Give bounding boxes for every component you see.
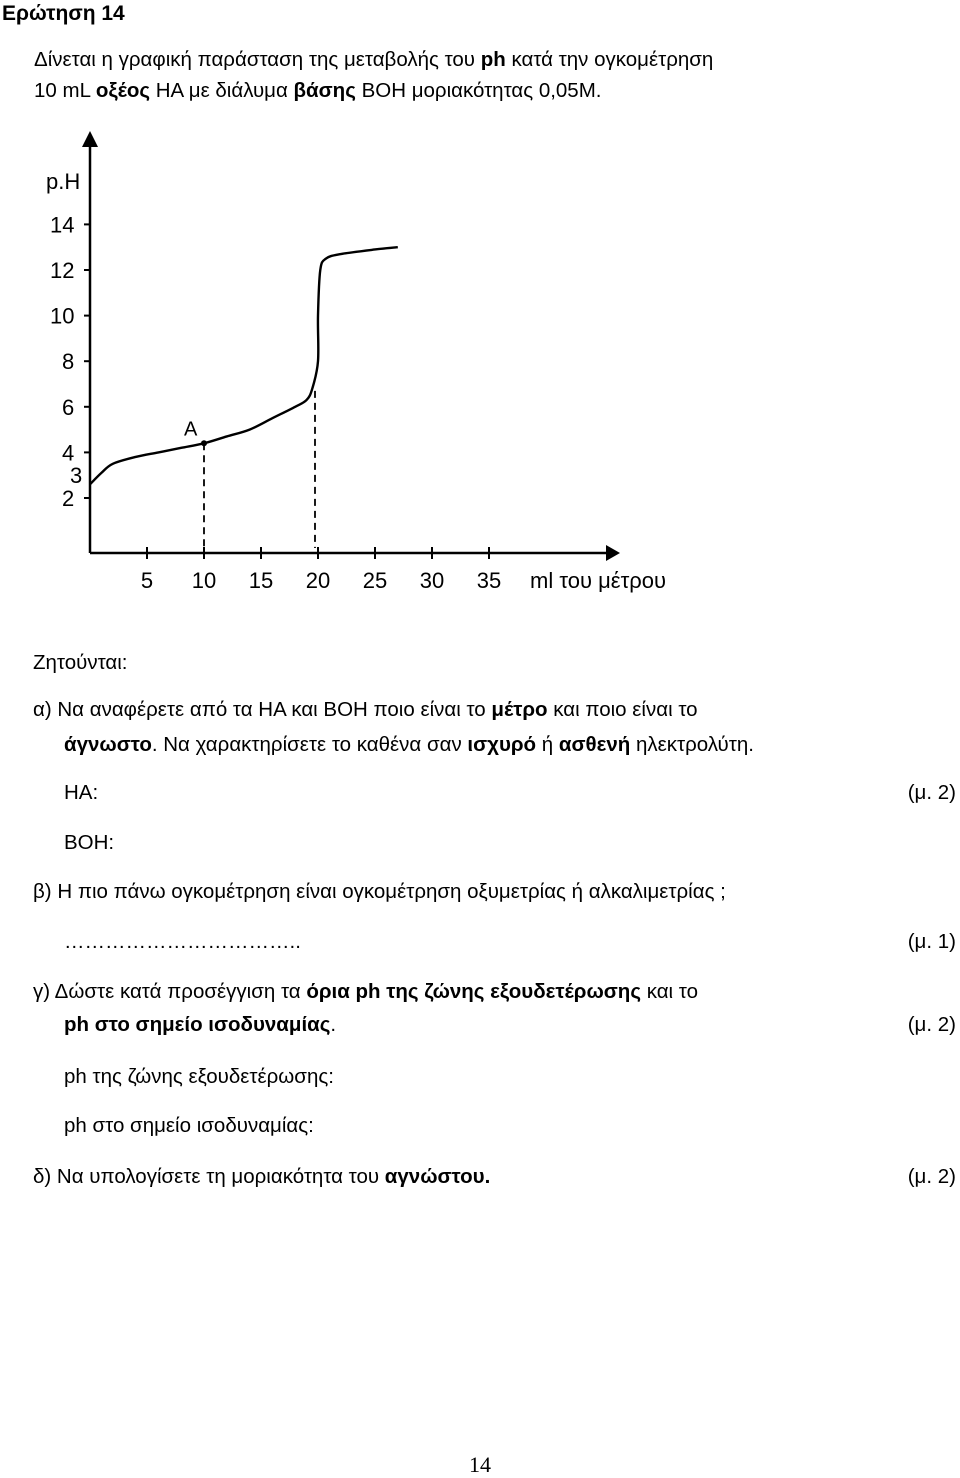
- qc-l1-a: γ): [33, 980, 55, 1003]
- intro-line-1: [34, 44, 713, 75]
- y-tick-label: 8: [62, 349, 75, 375]
- intro-l2-d: βάσης: [293, 79, 356, 102]
- intro-l2-b: οξέος: [95, 79, 151, 102]
- intro-l2-a: 10 mL: [34, 79, 96, 102]
- point-a: [201, 440, 207, 446]
- y-tick-label: 4: [62, 440, 75, 466]
- x-tick-label: 20: [305, 568, 331, 593]
- x-tick-label: 10: [191, 568, 217, 593]
- intro-l1-a: Δίνεται η γραφική παράσταση της μεταβολής του: [34, 48, 481, 71]
- y-axis-label: p.H: [46, 169, 81, 194]
- ha-answer-label: HA:: [64, 781, 99, 804]
- question-a-line-2: [64, 733, 754, 757]
- y-tick-label: 2: [62, 486, 75, 511]
- qa-l1-a: α) Να αναφέρετε από τα HA και BOH ποιο είναι το: [33, 698, 492, 721]
- qa-l1-c: και ποιο είναι το: [547, 698, 698, 721]
- question-d-marks: (μ. 2): [907, 1165, 956, 1188]
- qa-l2-b: . Να χαρακτηρίσετε το καθένα σαν: [151, 733, 468, 756]
- y-tick-label: 3: [70, 463, 83, 489]
- intro-l2-e: BOH μοριακότητας 0,05M.: [355, 79, 602, 102]
- question-c-line-2: [64, 1013, 336, 1037]
- y-ticks: [50, 212, 91, 511]
- x-tick-label: 15: [248, 568, 274, 593]
- qd-b: αγνώστου.: [384, 1165, 491, 1188]
- qc-l2-end: .: [330, 1013, 337, 1036]
- qc-l2: ph στο σημείο ισοδυναμίας: [64, 1013, 331, 1036]
- question-d-text: [33, 1165, 490, 1189]
- y-tick-label: 12: [50, 258, 75, 283]
- page-number: 14: [469, 1452, 491, 1477]
- question-title: Ερώτηση 14: [2, 2, 125, 25]
- titration-chart: [0, 125, 960, 605]
- qa-l2-c: ισχυρό: [467, 733, 537, 756]
- intro-line-2: [34, 75, 713, 106]
- question-b-marks: (μ. 1): [907, 930, 956, 953]
- qa-l1-b: μέτρο: [491, 698, 548, 721]
- point-a-label: A: [184, 418, 198, 441]
- qc-l1-b: Δώστε κατά προσέγγιση τα: [54, 980, 307, 1003]
- intro-text: [34, 44, 713, 106]
- qd-a: δ) Να υπολογίσετε τη μοριακότητα του: [33, 1165, 385, 1188]
- qa-l2-a: άγνωστο: [64, 733, 152, 756]
- x-tick-label: 5: [140, 568, 154, 593]
- question-a-marks: (μ. 2): [907, 781, 956, 804]
- requested-label: Ζητούνται:: [33, 651, 128, 674]
- y-tick-label: 14: [50, 212, 75, 238]
- intro-l1-c: κατά την ογκομέτρηση: [505, 48, 714, 71]
- question-b-text: β) Η πιο πάνω ογκομέτρηση είναι ογκομέτρηση οξυμετρίας ή αλκαλιμετρίας ;: [33, 880, 726, 903]
- x-tick-label: 35: [476, 568, 502, 593]
- x-tick-label: 30: [419, 568, 445, 593]
- ph-curve: [90, 247, 398, 484]
- question-a-line-1: [33, 698, 698, 722]
- qa-l2-f: ηλεκτρολύτη.: [630, 733, 754, 756]
- qa-l2-e: ασθενή: [558, 733, 631, 756]
- y-tick-label: 10: [50, 303, 75, 329]
- y-axis-arrow-icon: [82, 131, 98, 147]
- x-axis-label: ml του μέτρου: [530, 568, 667, 593]
- question-c-line-1: [33, 980, 698, 1004]
- x-tick-label: 25: [362, 568, 388, 593]
- zone-ph-label: ph της ζώνης εξουδετέρωσης:: [64, 1065, 334, 1088]
- qc-l1-c: όρια ph της ζώνης εξουδετέρωσης: [306, 980, 641, 1003]
- qc-l1-d: και το: [641, 980, 699, 1003]
- y-tick-label: 6: [62, 394, 75, 420]
- equivalence-ph-label: ph στο σημείο ισοδυναμίας:: [64, 1114, 314, 1137]
- qa-l2-d: ή: [536, 733, 559, 756]
- question-b-answer-dots: ……………………………..: [64, 930, 301, 953]
- x-axis-arrow-icon: [606, 545, 620, 561]
- question-c-marks: (μ. 2): [907, 1013, 956, 1036]
- boh-answer-label: BOH:: [64, 831, 115, 854]
- intro-l1-b: ph: [480, 48, 506, 71]
- intro-l2-c: HA με διάλυμα: [150, 79, 294, 102]
